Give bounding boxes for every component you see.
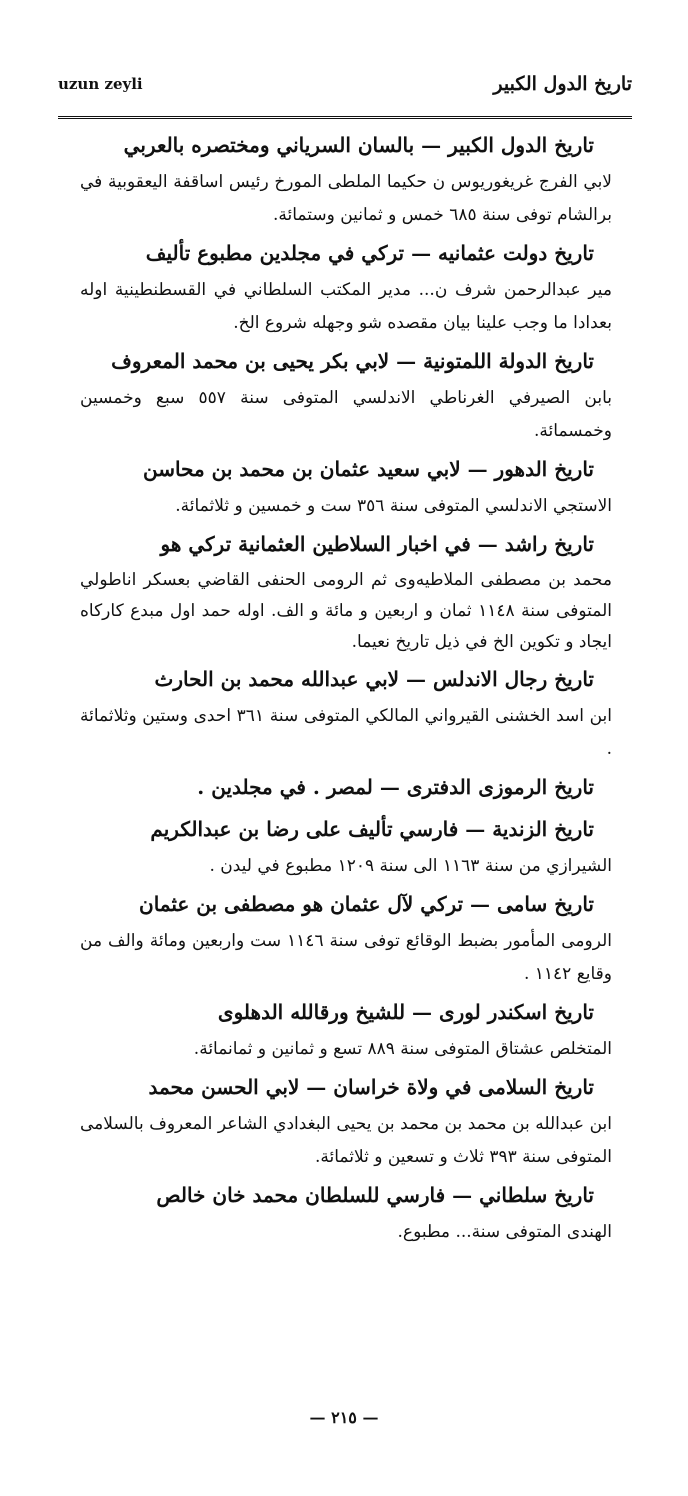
entry-body: الهندى المتوفى سنة... مطبوع. — [397, 1222, 612, 1242]
entry — [80, 883, 612, 991]
entry-body: لابي الفرج غريغوريوس ن حكيما الملطى المورخ رئيس اساقفة اليعقوبية في برالشام توفى سنة ٦٨٥ خمس و ثمانين وستمائة. — [80, 172, 612, 225]
entry-title: تاريخ سلطاني — فارسي للسلطان محمد خان خالص — [156, 1183, 594, 1207]
running-title: تاريخ الدول الكبير — [493, 73, 632, 95]
page-number: — ٢١٥ — — [309, 1408, 379, 1427]
entry-title: تاريخ رجال الاندلس — لابي عبدالله محمد بن الحارث — [154, 667, 594, 691]
entry-body: ابن اسد الخشنى القيرواني المالكي المتوفى سنة ٣٦١ احدى وستين وثلاثمائة . — [80, 706, 613, 759]
entry-title: تاريخ السلامى في ولاة خراسان — لابي الحسن محمد — [148, 1075, 594, 1099]
header-left-text: uzun zeyli — [58, 75, 143, 93]
entry-title: تاريخ دولت عثمانيه — تركي في مجلدين مطبوع تأليف — [145, 241, 594, 265]
entry-body: الاستجي الاندلسي المتوفى سنة ٣٥٦ ست و خمسين و ثلاثمائة. — [175, 496, 612, 516]
entry — [80, 658, 612, 766]
entry — [80, 766, 612, 808]
entry — [80, 340, 612, 448]
entry-body: المتخلص عشتاق المتوفى سنة ٨٨٩ تسع و ثمانين و ثمانمائة. — [193, 1039, 612, 1059]
entry — [80, 448, 612, 523]
entry-title: تاريخ الدهور — لابي سعيد عثمان بن محمد بن محاسن — [142, 457, 594, 481]
entry-body: بابن الصيرفي الغرناطي الاندلسي المتوفى سنة ٥٥٧ سبع وخمسين وخمسمائة. — [80, 388, 612, 441]
entry-body: ابن عبدالله بن محمد بن محمد بن يحيى البغدادي الشاعر المعروف بالسلامى المتوفى سنة ٣٩٣ ثلاث و تسعين و ثلاثمائة. — [80, 1114, 612, 1167]
entry — [80, 523, 612, 658]
entry-title: تاريخ اسكندر لورى — للشيخ ورقالله الدهلوى — [217, 1000, 594, 1024]
entry-title: تاريخ الزندية — فارسي تأليف على رضا بن عبدالكريم — [150, 817, 594, 841]
header-rule — [58, 116, 632, 119]
entry-title: تاريخ سامى — تركي لآل عثمان هو مصطفى بن عثمان — [139, 892, 594, 916]
entry-body: الرومى المأمور بضبط الوقائع توفى سنة ١١٤٦ ست واربعين ومائة والف من وقايع ١١٤٢ . — [80, 931, 612, 984]
entry-title: تاريخ راشد — في اخبار السلاطين العثمانية تركي هو — [160, 532, 594, 556]
entry-body: الشيرازي من سنة ١١٦٣ الى سنة ١٢٠٩ مطبوع في ليدن . — [209, 856, 612, 876]
entry-body: مير عبدالرحمن شرف ن... مدير المكتب السلطاني في القسطنطينية اوله بعدادا ما وجب علينا بيان مقصده شو وجهله شروع الخ. — [80, 280, 612, 333]
entry — [80, 1174, 612, 1249]
entry-title: تاريخ الدول الكبير — بالسان السرياني ومختصره بالعربي — [123, 133, 594, 157]
entry — [80, 808, 612, 883]
entry-title: تاريخ الرموزى الدفترى — لمصر . في مجلدين . — [197, 775, 594, 799]
entry — [80, 232, 612, 340]
entry — [80, 1066, 612, 1174]
entry — [80, 991, 612, 1066]
page-header — [58, 64, 632, 104]
entry-body: محمد بن مصطفى الملاطيه‌وى ثم الرومى الحنفى القاضي بعسكر اناطولي المتوفى سنة ١١٤٨ ثمان و اربعين و مائة و الف. اوله حمد اول مبدع كاركاه ايجاد و تكوين الخ في ذيل تاريخ نعيما. — [80, 570, 612, 652]
entry-title: تاريخ الدولة اللمتونية — لابي بكر يحيى بن محمد المعروف — [111, 349, 594, 373]
entry — [80, 124, 612, 232]
entries-list — [80, 124, 612, 1249]
